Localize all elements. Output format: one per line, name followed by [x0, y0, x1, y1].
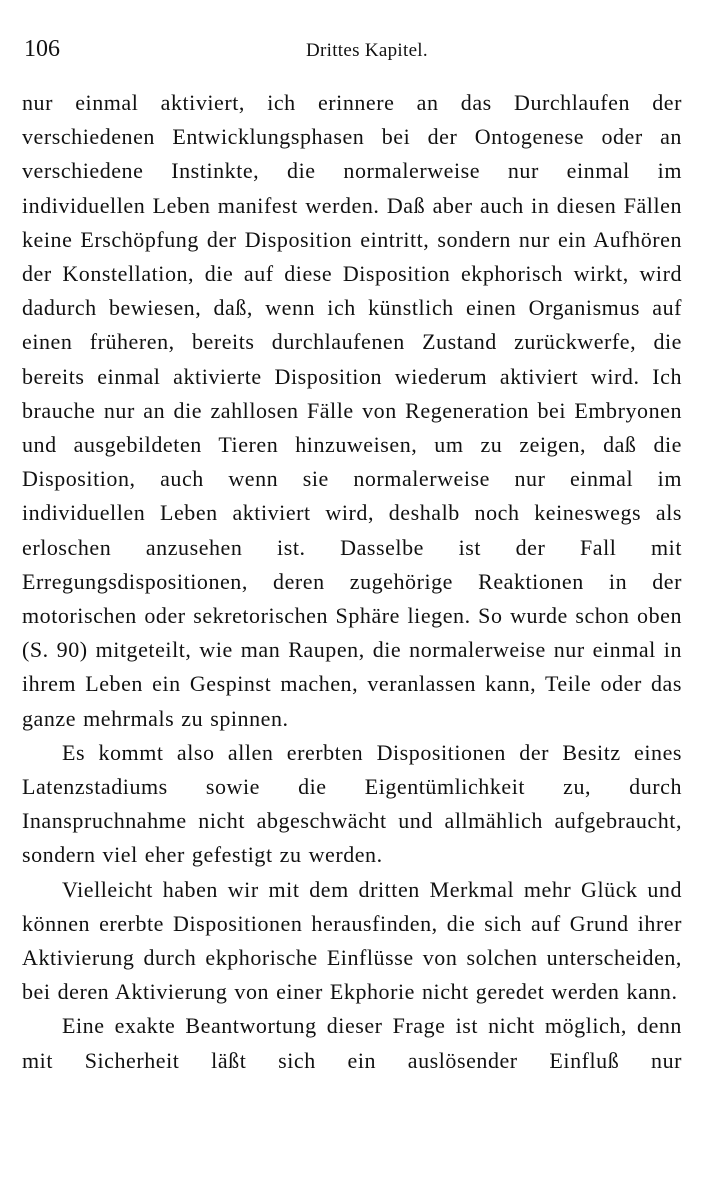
page-number: 106: [24, 36, 60, 62]
paragraph-4: Eine exakte Beantwortung dieser Frage ist nicht möglich, denn mit Sicherheit läßt sich ein auslösender Einfluß nur: [22, 1013, 682, 1073]
paragraph-3: Vielleicht haben wir mit dem dritten Merkmal mehr Glück und können ererbte Dispositionen herausfinden, die sich auf Grund ihrer Aktivierung durch ekphorische Einflüsse von solchen unterscheiden, bei deren Aktivierung von einer Ekphorie nicht geredet werden kann.: [22, 876, 682, 1005]
running-head: Drittes Kapitel.: [306, 40, 428, 61]
body-text: [22, 86, 682, 1078]
page-header: [24, 36, 683, 76]
paragraph-2: Es kommt also allen ererbten Dispositionen der Besitz eines Latenzstadiums sowie die Eigentümlichkeit zu, durch Inanspruchnahme nicht abgeschwächt und allmählich aufgebraucht, sondern viel eher gefestigt zu werden.: [22, 739, 682, 868]
paragraph-1: nur einmal aktiviert, ich erinnere an das Durchlaufen der verschiedenen Entwicklungsphasen bei der Ontogenese oder an verschiedene Instinkte, die normalerweise nur einmal im individuellen Leben manifest werden. Daß aber auch in diesen Fällen keine Erschöpfung der Disposition eintritt, sondern nur ein Aufhören der Konstellation, die auf diese Disposition ekphorisch wirkt, wird dadurch bewiesen, daß, wenn ich künstlich einen Organismus auf einen früheren, bereits durchlaufenen Zustand zurückwerfe, die bereits einmal aktivierte Disposition wiederum aktiviert wird. Ich brauche nur an die zahllosen Fälle von Regeneration bei Embryonen und ausgebildeten Tieren hinzuweisen, um zu zeigen, daß die Disposition, auch wenn sie normalerweise nur einmal im individuellen Leben aktiviert wird, deshalb noch keineswegs als erloschen anzusehen ist. Dasselbe ist der Fall mit Erregungsdispositionen, deren zugehörige Reaktionen in der motorischen oder sekretorischen Sphäre liegen. So wurde schon oben (S. 90) mitgeteilt, wie man Raupen, die normalerweise nur einmal in ihrem Leben ein Gespinst machen, veranlassen kann, Teile oder das ganze mehrmals zu spinnen.: [22, 90, 682, 731]
